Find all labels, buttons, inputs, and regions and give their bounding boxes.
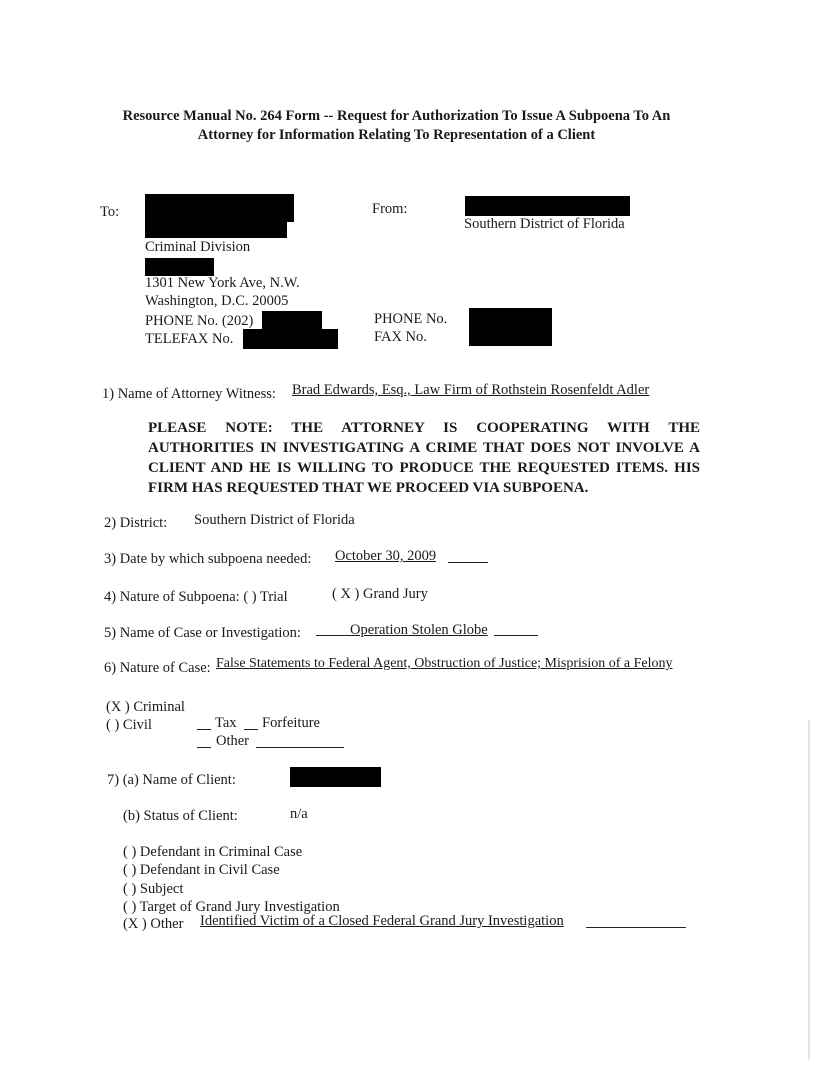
other-status-underline [586, 915, 686, 928]
redacted-from-phone-fax [469, 308, 552, 346]
other-blank [197, 735, 211, 748]
civil-option: ( ) Civil [106, 717, 152, 733]
other-underline [256, 735, 344, 748]
district-label: 2) District: [104, 515, 168, 531]
redacted-client-name [290, 767, 381, 787]
redacted-recipient [145, 194, 294, 222]
client-name-label: 7) (a) Name of Client: [107, 772, 236, 788]
from-fax-label: FAX No. [374, 329, 427, 345]
status-option-defendant-criminal: ( ) Defendant in Criminal Case [123, 844, 303, 860]
scan-edge-shadow [808, 720, 810, 1060]
redacted-section [145, 258, 214, 276]
case-name-underline-left [316, 623, 350, 636]
tax-blank [197, 717, 211, 730]
forfeiture-blank [244, 717, 258, 730]
form-title-line2: Attorney for Information Relating To Representation of a Client [197, 127, 596, 143]
district-value: Southern District of Florida [194, 512, 355, 528]
redacted-to-phone [262, 311, 322, 330]
case-name-label: 5) Name of Case or Investigation: [104, 625, 301, 641]
from-label: From: [372, 201, 408, 217]
to-division: Criminal Division [145, 239, 251, 255]
status-option-other-value: Identified Victim of a Closed Federal Grand Jury Investigation [200, 913, 564, 929]
form-title-line1: Resource Manual No. 264 Form -- Request for Authorization To Issue A Subpoena To An [122, 108, 671, 124]
nature-of-case-value: False Statements to Federal Agent, Obstruction of Justice; Misprision of a Felony [216, 656, 673, 671]
attorney-witness-label: 1) Name of Attorney Witness: [102, 386, 276, 402]
date-needed-underline [448, 550, 488, 563]
nature-of-case-label: 6) Nature of Case: [104, 660, 211, 676]
status-option-other-label: (X ) Other [123, 916, 184, 932]
grand-jury-option: ( X ) Grand Jury [332, 586, 428, 602]
forfeiture-option: Forfeiture [262, 715, 320, 731]
client-status-label: (b) Status of Client: [123, 808, 238, 824]
from-phone-label: PHONE No. [374, 311, 448, 327]
to-fax-label: TELEFAX No. [145, 331, 234, 347]
case-name-value: Operation Stolen Globe [350, 622, 488, 638]
attorney-witness-value: Brad Edwards, Esq., Law Firm of Rothstein Rosenfeldt Adler [292, 382, 650, 398]
redacted-recipient-2 [145, 222, 287, 238]
other-option: Other [216, 733, 250, 749]
status-option-subject: ( ) Subject [123, 881, 184, 897]
to-address-line1: 1301 New York Ave, N.W. [145, 275, 300, 291]
tax-option: Tax [215, 715, 237, 731]
client-status-value: n/a [290, 806, 308, 822]
nature-of-subpoena-label: 4) Nature of Subpoena: ( ) Trial [104, 589, 288, 605]
cooperation-note: PLEASE NOTE: THE ATTORNEY IS COOPERATING WITH THE AUTHORITIES IN INVESTIGATING A CRIME THAT DOES NOT INVOLVE A CLIENT AND HE IS WILLING TO PRODUCE THE REQUESTED ITEMS. HIS FIRM HAS REQUESTED THAT WE PROCEED VIA SUBPOENA. [148, 420, 700, 496]
status-option-target: ( ) Target of Grand Jury Investigation [123, 899, 340, 915]
date-needed-label: 3) Date by which subpoena needed: [104, 551, 312, 567]
status-option-defendant-civil: ( ) Defendant in Civil Case [123, 862, 280, 878]
redacted-to-fax [243, 329, 338, 349]
redacted-sender [465, 196, 630, 216]
date-needed-value: October 30, 2009 [335, 548, 437, 564]
to-label: To: [100, 204, 120, 220]
case-name-underline-right [494, 623, 538, 636]
from-district: Southern District of Florida [464, 216, 625, 232]
criminal-option: (X ) Criminal [106, 699, 185, 715]
to-address-line2: Washington, D.C. 20005 [145, 293, 289, 309]
to-phone-label: PHONE No. (202) [145, 313, 254, 329]
